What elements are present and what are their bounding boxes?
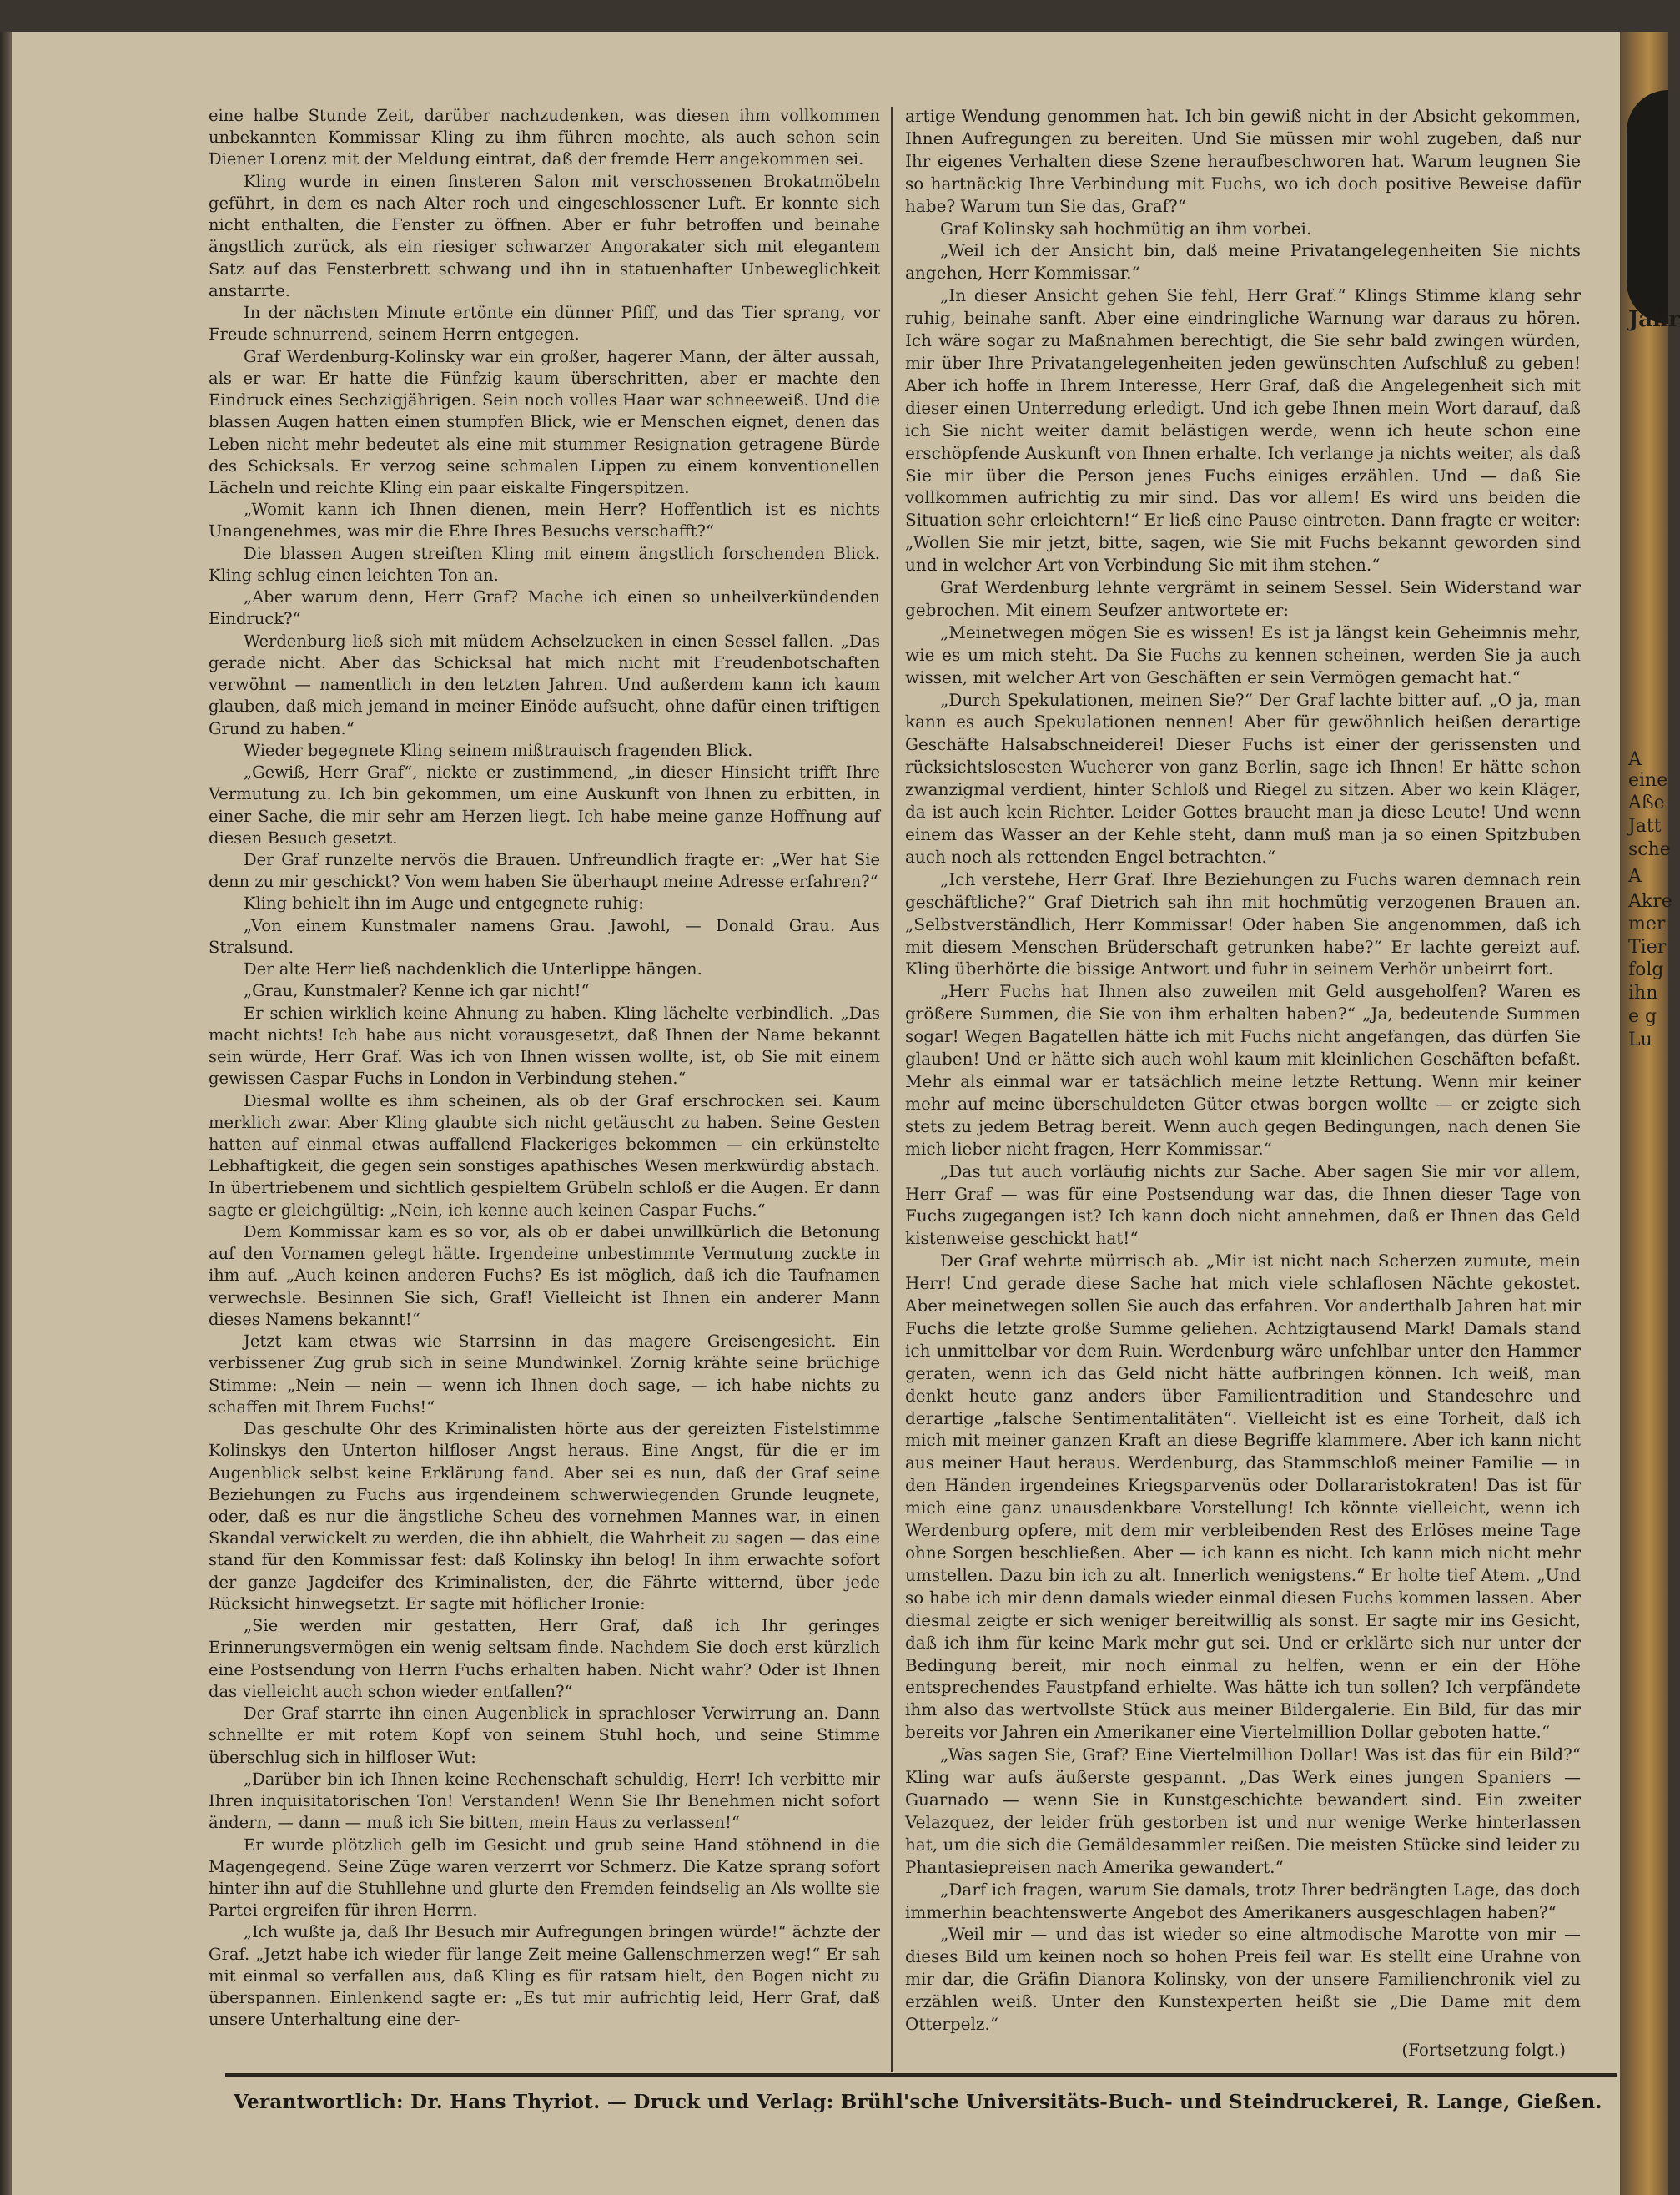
- continuation-note: (Fortsetzung folgt.): [1401, 2039, 1566, 2060]
- article-paragraph: Die blassen Augen streiften Kling mit einem ängstlich forschenden Blick. Kling schlug einen leichten Ton an.: [209, 543, 880, 585]
- adjacent-page-fragment: folg: [1628, 959, 1664, 980]
- article-paragraph: Er schien wirklich keine Ahnung zu haben. Kling lächelte verbindlich. „Das macht nichts! Ich habe aus nicht vorausgesetzt, daß Ihnen der Name bekannt sein würde, Herr Graf. Was ich von Ihnen wissen wollte, ist, ob Sie mit einem gewissen Caspar Fuchs in London in Verbindung stehen.“: [209, 1003, 880, 1089]
- adjacent-page-fragment: Jahr: [1628, 307, 1680, 332]
- adjacent-page-fragment: e g: [1628, 1006, 1657, 1027]
- column-divider: [891, 107, 893, 2072]
- article-paragraph: „Womit kann ich Ihnen dienen, mein Herr? Hoffentlich ist es nichts Unangenehmes, was mir die Ehre Ihres Besuchs verschafft?“: [209, 500, 880, 541]
- article-paragraph: artige Wendung genommen hat. Ich bin gewiß nicht in der Absicht gekommen, Ihnen Aufregungen zu bereiten. Und Sie müssen mir wohl zugeben, daß nur Ihr eigenes Verhalten diese Szene heraufbeschworen hat. Warum leugnen Sie so hartnäckig Ihre Verbindung mit Fuchs, wo ich doch positive Beweise dafür habe? Warum tun Sie das, Graf?“: [905, 106, 1581, 216]
- adjacent-page-fragment: Jatt: [1628, 816, 1662, 837]
- article-paragraph: „Das tut auch vorläufig nichts zur Sache. Aber sagen Sie mir vor allem, Herr Graf — was für eine Postsendung war das, die Ihnen dieser Tage von Fuchs zugegangen ist? Ich kann doch nicht annehmen, daß er Ihnen das Geld kistenweise geschickt hat!“: [905, 1160, 1581, 1249]
- article-paragraph: Werdenburg ließ sich mit müdem Achselzucken in einen Sessel fallen. „Das gerade nicht. Aber das Schicksal hat mich nicht mit Freudenbotschaften verwöhnt — namentlich in den letzten Jahren. Und außerdem kann ich kaum glauben, daß mich jemand in meiner Einöde aufsucht, ohne dafür einen triftigen Grund zu haben.“: [209, 631, 880, 738]
- adjacent-page-fragment: ihn: [1628, 983, 1658, 1004]
- article-paragraph: In der nächsten Minute ertönte ein dünner Pfiff, und das Tier sprang, vor Freude schnurrend, seinem Herrn entgegen.: [209, 303, 880, 345]
- article-paragraph: Kling wurde in einen finsteren Salon mit verschossenen Brokatmöbeln geführt, in dem es nach Alter roch und eingeschlossener Luft. Er konnte sich nicht enthalten, die Fenster zu öffnen. Aber er fuhr betroffen und beinahe ängstlich zurück, als ein riesiger schwarzer Angorakater sich mit elegantem Satz auf das Fensterbrett schwang und ihn in statuenhafter Unbeweglichkeit anstarrte.: [209, 171, 880, 300]
- article-paragraph: Jetzt kam etwas wie Starrsinn in das magere Greisengesicht. Ein verbissener Zug grub sich in seine Mundwinkel. Zornig krähte seine brüchige Stimme: „Nein — nein — wenn ich Ihnen doch sage, — ich habe nichts zu schaffen mit Ihrem Fuchs!“: [209, 1332, 880, 1417]
- article-paragraph: Der Graf runzelte nervös die Brauen. Unfreundlich fragte er: „Wer hat Sie denn zu mir geschickt? Von wem haben Sie überhaupt meine Adresse erfahren?“: [209, 849, 880, 892]
- article-paragraph: Graf Werdenburg-Kolinsky war ein großer, hagerer Mann, der älter aussah, als er war. Er hatte die Fünfzig kaum überschritten, aber er machte den Eindruck eines Sechzigjährigen. Sein noch volles Haar war schneeweiß. Und die blassen Augen hatten einen stumpfen Blick, wie er Menschen eignet, denen das Leben nicht mehr bedeutet als eine mit stummer Resignation getragene Bürde des Schicksals. Er verzog seine schmalen Lippen zu einem konventionellen Lächeln und reichte Kling ein paar eiskalte Fingerspitzen.: [209, 346, 880, 497]
- article-paragraph: eine halbe Stunde Zeit, darüber nachzudenken, was diesen ihm vollkommen unbekannten Kommissar Kling zu ihm führen mochte, als auch schon sein Diener Lorenz mit der Meldung eintrat, daß der fremde Herr angekommen sei.: [209, 106, 880, 169]
- article-paragraph: „Von einem Kunstmaler namens Grau. Jawohl, — Donald Grau. Aus Stralsund.: [209, 915, 880, 957]
- article-paragraph: „Herr Fuchs hat Ihnen also zuweilen mit Geld ausgeholfen? Waren es größere Summen, die Sie von ihm erhalten haben?“ „Ja, bedeutende Summen sogar! Wegen Bagatellen hätte ich mit Fuchs nicht angefangen, das dürfen Sie glauben! Und er hätte sich auch wohl kaum mit kleinlichen Geschäften befaßt. Mehr als einmal war er tatsächlich meine letzte Rettung. Wenn mir keiner mehr auf meine überschuldeten Güter etwas borgen wollte — er zeigte sich stets zu jedem Betrag bereit. Wenn auch gegen Bedingungen, nach denen Sie mich lieber nicht fragen, Herr Kommissar.“: [905, 981, 1581, 1159]
- adjacent-page-fragment: Aße: [1628, 793, 1665, 813]
- adjacent-page-fragment: sche: [1628, 839, 1671, 860]
- article-paragraph: Das geschulte Ohr des Kriminalisten hörte aus der gereizten Fistelstimme Kolinskys den Unterton hilfloser Angst heraus. Eine Angst, für die er im Augenblick selbst keine Erklärung fand. Aber sei es nun, daß der Graf seine Beziehungen zu Fuchs aus irgendeinem schwerwiegenden Grunde leugnete, oder, daß es nur die ängstliche Scheu des vornehmen Mannes war, in einen Skandal verwickelt zu werden, die ihn abhielt, die Wahrheit zu sagen — das eine stand für den Kommissar fest: daß Kolinsky ihn belog! In ihm erwachte sofort der ganze Jagdeifer des Kriminalisten, der, die Fährte witternd, über jede Rücksicht hinwegsetzt. Er sagte mit höflicher Ironie:: [209, 1419, 880, 1614]
- article-paragraph: Wieder begegnete Kling seinem mißtrauisch fragenden Blick.: [244, 740, 753, 760]
- adjacent-page-fragment: A: [1628, 866, 1642, 887]
- article-paragraph: Der alte Herr ließ nachdenklich die Unterlippe hängen.: [244, 959, 702, 979]
- newspaper-page: [0, 32, 1680, 2195]
- article-paragraph: Der Graf starrte ihn einen Augenblick in sprachloser Verwirrung an. Dann schnellte er mit rotem Kopf von seinem Stuhl hoch, und seine Stimme überschlug sich in hilfloser Wut:: [209, 1704, 880, 1767]
- article-paragraph: Dem Kommissar kam es so vor, als ob er dabei unwillkürlich die Betonung auf den Vornamen gelegt hätte. Irgendeine unbestimmte Vermutung zuckte in ihm auf. „Auch keinen anderen Fuchs? Es ist möglich, daß ich die Taufnamen verwechsle. Besinnen Sie sich, Graf! Vielleicht ist Ihnen ein anderer Mann dieses Namens bekannt!“: [209, 1221, 880, 1329]
- article-paragraph: „In dieser Ansicht gehen Sie fehl, Herr Graf.“ Klings Stimme klang sehr ruhig, beinahe sanft. Aber eine eindringliche Warnung war daraus zu hören. Ich wäre sogar zu Maßnahmen berechtigt, die Sie sehr bald zwingen würden, mir über Ihre Privatangelegenheiten jeden gewünschten Aufschluß zu geben! Aber ich hoffe in Ihrem Interesse, Herr Graf, daß die Angelegenheit sich mit dieser einen Unterredung erledigt. Und ich gebe Ihnen mein Wort darauf, daß ich Sie nicht weiter damit belästigen werde, wenn ich heute schon eine erschöpfende Auskunft von Ihnen erhalte. Ich verlange ja nichts weiter, als daß Sie mir über die Person jenes Fuchs einiges erzählen. Und — daß Sie vollkommen aufrichtig zu mir sind. Das vor allem! Es wird uns beiden die Situation sehr erleichtern!“ Er ließ eine Pause eintreten. Dann fragte er weiter: „Wollen Sie mir jetzt, bitte, sagen, wie Sie mit Fuchs bekannt geworden sind und in welcher Art von Verbindung Sie mit ihm stehen.“: [905, 285, 1581, 576]
- article-paragraph: Graf Werdenburg lehnte vergrämt in seinem Sessel. Sein Widerstand war gebrochen. Mit einem Seufzer antwortete er:: [905, 577, 1581, 620]
- footer-rule: [225, 2073, 1617, 2077]
- article-paragraph: „Darf ich fragen, warum Sie damals, trotz Ihrer bedrängten Lage, das doch immerhin beachtenswerte Angebot des Amerikaners ausgeschlagen haben?“: [905, 1879, 1581, 1922]
- article-paragraph: „Sie werden mir gestatten, Herr Graf, daß ich Ihr geringes Erinnerungsvermögen ein wenig seltsam finde. Nachdem Sie doch erst kürzlich eine Postsendung von Herrn Fuchs erhalten haben. Nicht wahr? Oder ist Ihnen das vielleicht auch schon wieder entfallen?“: [209, 1616, 880, 1701]
- article-paragraph: Diesmal wollte es ihm scheinen, als ob der Graf erschrocken sei. Kaum merklich zwar. Aber Kling glaubte sich nicht getäuscht zu haben. Seine Gesten hatten auf einmal etwas auffallend Flackeriges bekommen — ein erkünstelte Lebhaftigkeit, die gegen sein sonstiges apathisches Wesen merkwürdig abstach. In übertriebenem und sichtlich gespieltem Grübeln schloß er die Augen. Er dann sagte er gleichgültig: „Nein, ich kenne auch keinen Caspar Fuchs.“: [209, 1090, 880, 1220]
- article-paragraph: Kling behielt ihn im Auge und entgegnete ruhig:: [244, 894, 644, 914]
- article-paragraph: „Meinetwegen mögen Sie es wissen! Es ist ja längst kein Geheimnis mehr, wie es um mich steht. Da Sie Fuchs zu kennen scheinen, werden Sie ja auch wissen, mit welcher Art von Geschäften er sein Vermögen gemacht hat.“: [905, 622, 1581, 687]
- article-paragraph: Er wurde plötzlich gelb im Gesicht und grub seine Hand stöhnend in die Magengegend. Seine Züge waren verzerrt vor Schmerz. Die Katze sprang sofort hinter ihn auf die Stuhllehne und glurte den Fremden feindselig an Als wollte sie Partei ergreifen für ihren Herrn.: [209, 1835, 880, 1921]
- article-paragraph: „Durch Spekulationen, meinen Sie?“ Der Graf lachte bitter auf. „O ja, man kann es auch Spekulationen nennen! Aber für gewöhnlich heißen derartige Geschäfte Halsabschneiderei! Dieser Fuchs ist einer der gerissensten und rücksichtslosesten Wucherer von ganz Berlin, sage ich Ihnen! Er hätte schon zwanzigmal verdient, hinter Schloß und Riegel zu sitzen. Aber wo kein Kläger, da ist auch kein Richter. Leider Gottes braucht man ja diese Leute! Und wenn einem das Wasser an der Kehle steht, dann muß man ja so einen Spitzbuben auch noch als rettenden Engel betrachten.“: [905, 689, 1581, 867]
- adjacent-page-fragment: Tier: [1628, 937, 1667, 958]
- adjacent-page-fragment: mer: [1628, 914, 1666, 934]
- page-left-edge: [0, 32, 12, 2195]
- adjacent-page-fragment: Lu: [1628, 1030, 1652, 1050]
- article-paragraph: „Ich verstehe, Herr Graf. Ihre Beziehungen zu Fuchs waren demnach rein geschäftliche?“ Graf Dietrich sah ihn mit hochmütig verzogenen Brauen an. „Selbstverständlich, Herr Kommissar! Oder haben Sie angenommen, daß ich mit diesem Menschen Brüderschaft getrunken habe?“ Er lachte gereizt auf. Kling überhörte die bissige Antwort und fuhr in seinem Verhör unbeirrt fort.: [905, 868, 1581, 979]
- adjacent-page-fragment: eine: [1628, 770, 1668, 791]
- article-paragraph: „Was sagen Sie, Graf? Eine Viertelmillion Dollar! Was ist das für ein Bild?“ Kling war aufs äußerste gespannt. „Das Werk eines jungen Spaniers — Guarnado — wenn Sie in Kunstgeschichte bewandert sind. Ein zweiter Velazquez, der leider früh gestorben ist und nur wenige Werke hinterlassen hat, um die sich die Gemäldesammler reißen. Die meisten Stücke sind leider zu Phantasiepreisen nach Amerika gewandert.“: [905, 1744, 1581, 1877]
- article-paragraph: „Weil ich der Ansicht bin, daß meine Privatangelegenheiten Sie nichts angehen, Herr Kommissar.“: [905, 240, 1581, 284]
- article-paragraph: „Grau, Kunstmaler? Kenne ich gar nicht!“: [244, 981, 590, 1001]
- article-column-right: [905, 105, 1581, 2062]
- article-column-left: [209, 105, 880, 2031]
- article-paragraph: Der Graf wehrte mürrisch ab. „Mir ist nicht nach Scherzen zumute, mein Herr! Und gerade diese Sache hat mich viele schlaflosen Nächte gekostet. Aber meinetwegen sollen Sie auch das erfahren. Vor anderthalb Jahren hat mir Fuchs die letzte große Summe geliehen. Achtzigtausend Mark! Damals stand ich unmittelbar vor dem Ruin. Werdenburg wäre unfehlbar unter den Hammer geraten, wenn ich das Geld nicht hätte aufbringen können. Ich weiß, man denkt heute ganz anders über Familientradition und Standesehre und derartige „falsche Sentimentalitäten“. Vielleicht ist es eine Torheit, daß ich mich mit meiner ganzen Kraft an diese Begriffe klammere. Aber ich kann nicht aus meiner Haut heraus. Werdenburg, das Stammschloß meiner Familie — in den Händen irgendeines Kriegsparvenüs oder Dollararistokraten! Das ist für mich eine ganz unausdenkbare Vorstellung! Ich könnte vielleicht, wenn ich Werdenburg opfere, mit dem mir verbleibenden Rest des Erlöses meine Tage ohne Sorgen beschließen. Aber — ich kann es nicht. Ich kann mich nicht mehr umstellen. Dazu bin ich zu alt. Innerlich wenigstens.“ Er holte tief Atem. „Und so habe ich mir denn damals wieder einmal diesen Fuchs kommen lassen. Aber diesmal zeigte er sich weniger bereitwillig als sonst. Er sagte mir ins Gesicht, daß ich ihm für keine Mark mehr gut sei. Und er erklärte sich nur unter der Bedingung bereit, mir noch einmal zu helfen, wenn er ein der Höhe entsprechendes Faustpfand erhielte. Was hätte ich tun sollen? Ich verpfändete ihm also das wertvollste Stück aus meiner Bildergalerie. Ein Bild, für das mir bereits vor Jahren ein Amerikaner eine Viertelmillion Dollar geboten hatte.“: [905, 1251, 1581, 1743]
- article-paragraph: „Gewiß, Herr Graf“, nickte er zustimmend, „in dieser Hinsicht trifft Ihre Vermutung zu. Ich bin gekommen, um eine Auskunft von Ihnen zu erbitten, in einer Sache, die mir sehr am Herzen liegt. Ich habe meine ganze Hoffnung auf diesen Besuch gesetzt.: [209, 763, 880, 848]
- article-paragraph: Graf Kolinsky sah hochmütig an ihm vorbei.: [940, 218, 1312, 239]
- article-paragraph: „Ich wußte ja, daß Ihr Besuch mir Aufregungen bringen würde!“ ächzte der Graf. „Jetzt habe ich wieder für lange Zeit meine Gallenschmerzen weg!“ Er sah mit einmal so verfallen aus, daß Kling es für ratsam hielt, den Bogen nicht zu überspannen. Einlenkend sagte er: „Es tut mir aufrichtig leid, Herr Graf, daß unsere Unterhaltung eine der-: [209, 1922, 880, 2030]
- adjacent-page-fragment: Akre: [1628, 891, 1672, 912]
- book-binding: [1620, 32, 1680, 2195]
- article-paragraph: „Darüber bin ich Ihnen keine Rechenschaft schuldig, Herr! Ich verbitte mir Ihren inquisitatorischen Ton! Verstanden! Wenn Sie Ihr Benehmen nicht sofort ändern, — dann — muß ich Sie bitten, mein Haus zu verlassen!“: [209, 1769, 880, 1833]
- article-paragraph: „Aber warum denn, Herr Graf? Mache ich einen so unheilverkündenden Eindruck?“: [209, 587, 880, 629]
- imprint-footer: Verantwortlich: Dr. Hans Thyriot. — Druck und Verlag: Brühl'sche Universitäts-Buch- und Steindruckerei, R. Lange, Gießen.: [234, 2091, 1602, 2113]
- adjacent-page-initial-letter: [1627, 90, 1668, 324]
- article-paragraph: „Weil mir — und das ist wieder so eine altmodische Marotte von mir — dieses Bild um keinen noch so hohen Preis feil war. Es stellt eine Urahne von mir dar, die Gräfin Dianora Kolinsky, von der unsere Familienchronik viel zu erzählen weiß. Unter den Kunstexperten heißt sie „Die Dame mit dem Otterpelz.“: [905, 1924, 1581, 2035]
- adjacent-page-fragment: A: [1628, 749, 1642, 770]
